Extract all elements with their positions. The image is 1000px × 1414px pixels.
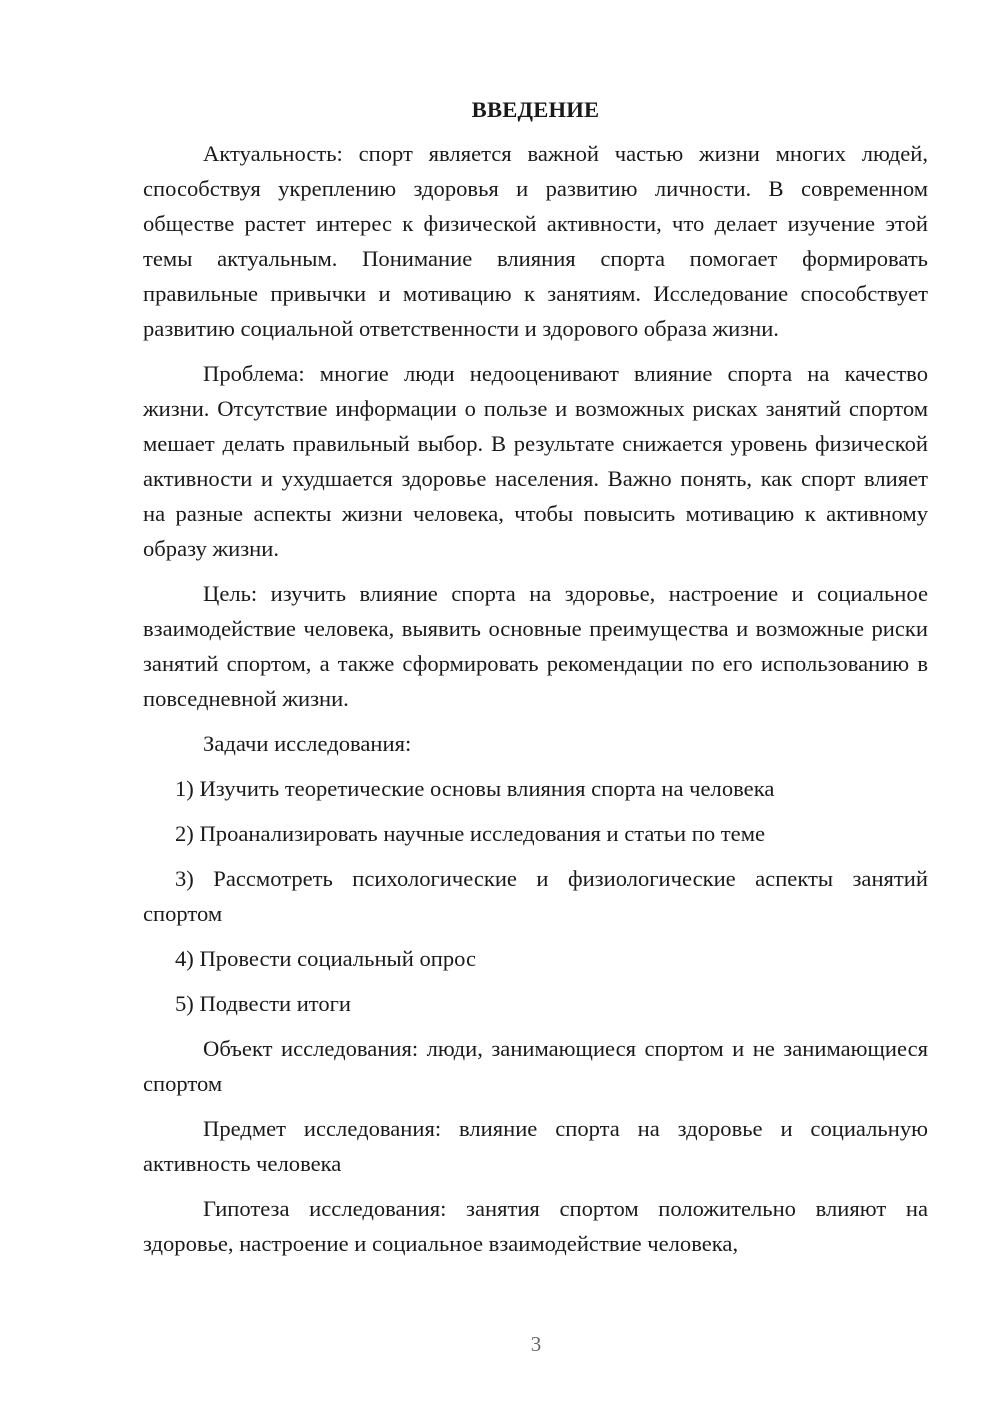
tasks-title: Задачи исследования: bbox=[203, 731, 412, 756]
task-item: 1) Изучить теоретические основы влияния спорта на человека bbox=[175, 776, 775, 801]
document-body bbox=[143, 92, 928, 1261]
task-item: 3) Рассмотреть психологические и физиологические аспекты занятий спортом bbox=[143, 866, 928, 926]
subject-paragraph: Предмет исследования: влияние спорта на здоровье и социальную активность человека bbox=[143, 1116, 928, 1176]
page-number: 3 bbox=[530, 1332, 542, 1356]
object-paragraph: Объект исследования: люди, занимающиеся спортом и не занимающиеся спортом bbox=[143, 1036, 928, 1096]
task-item: 2) Проанализировать научные исследования и статьи по теме bbox=[175, 821, 766, 846]
section-heading: ВВЕДЕНИЕ bbox=[471, 97, 600, 122]
goal-paragraph: Цель: изучить влияние спорта на здоровье, настроение и социальное взаимодействие человека, выявить основные преимущества и возможные риски занятий спортом, а также сформировать рекомендации по его использованию в повседневной жизни. bbox=[143, 581, 928, 711]
relevance-paragraph: Актуальность: спорт является важной частью жизни многих людей, способствуя укреплению здоровья и развитию личности. В современном обществе растет интерес к физической активности, что делает изучение этой темы актуальным. Понимание влияния спорта помогает формировать правильные привычки и мотивацию к занятиям. Исследование способствует развитию социальной ответственности и здорового образа жизни. bbox=[143, 141, 928, 341]
problem-paragraph: Проблема: многие люди недооценивают влияние спорта на качество жизни. Отсутствие информации о пользе и возможных рисках занятий спортом мешает делать правильный выбор. В результате снижается уровень физической активности и ухудшается здоровье населения. Важно понять, как спорт влияет на разные аспекты жизни человека, чтобы повысить мотивацию к активному образу жизни. bbox=[143, 361, 928, 561]
task-item: 5) Подвести итоги bbox=[175, 991, 352, 1016]
task-item: 4) Провести социальный опрос bbox=[175, 946, 477, 971]
hypothesis-paragraph: Гипотеза исследования: занятия спортом положительно влияют на здоровье, настроение и социальное взаимодействие человека, bbox=[143, 1196, 928, 1256]
